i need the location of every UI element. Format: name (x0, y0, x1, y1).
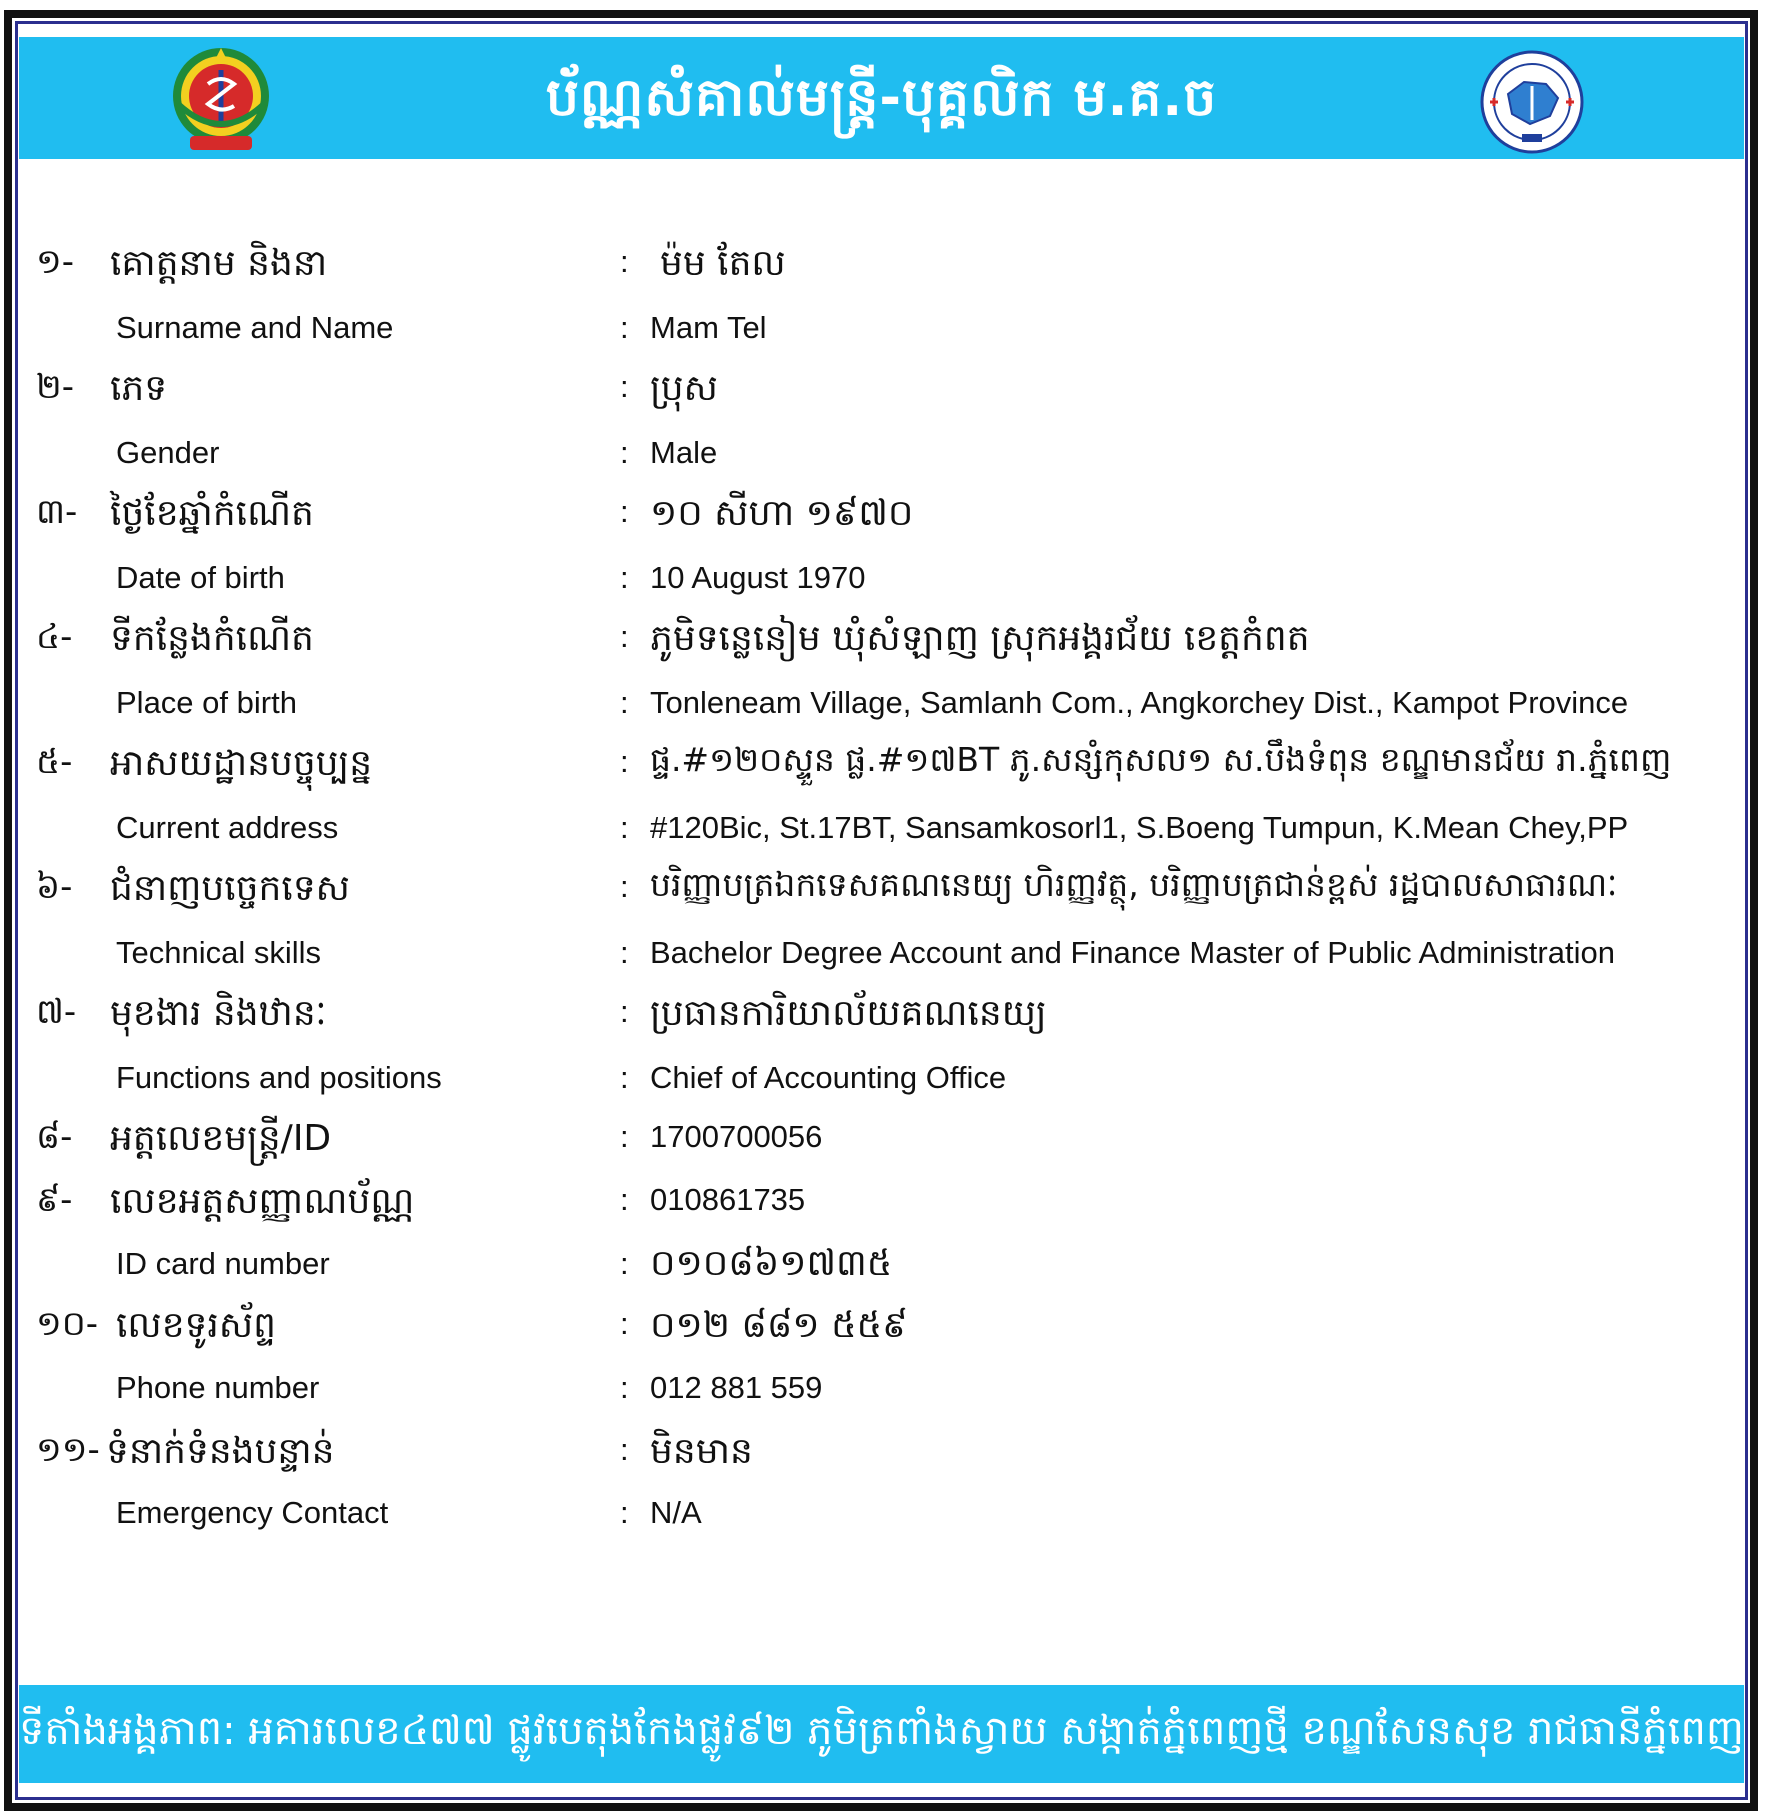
value-en: N/A (650, 1495, 702, 1530)
value-kh: ផ្ទ.#១២០ស្ទួន ផ្ល.#១៧BT ភូ.សន្សំកុសល១ ស.បឹងទំពុន ខណ្ឌមានជ័យ រា.ភ្នំពេញ (650, 740, 1672, 779)
row-number: ៥- (36, 742, 73, 782)
label-kh: លេខអត្តសញ្ញាណប័ណ្ណ (110, 1181, 415, 1222)
value-en: Tonleneam Village, Samlanh Com., Angkorchey Dist., Kampot Province (650, 685, 1629, 720)
colon: : (620, 685, 629, 720)
colon: : (620, 1246, 629, 1281)
colon: : (620, 1370, 629, 1405)
row-pob-en (0, 685, 1771, 747)
colon: : (620, 1182, 629, 1217)
label-kh: មុខងារ និងឋានៈ (110, 993, 327, 1034)
value-en: Male (650, 435, 718, 470)
organization-emblem-icon (1480, 50, 1584, 154)
row-address-kh (0, 740, 1771, 802)
row-officer-id (0, 1115, 1771, 1177)
label-kh: ជំនាញបច្ចេកទេស (110, 868, 350, 909)
row-number: ៧- (36, 992, 77, 1032)
value-en: Mam Tel (650, 310, 767, 345)
row-skills-en (0, 935, 1771, 997)
row-number: ៨- (36, 1117, 73, 1157)
label-kh: អាសយដ្ឋានបច្ចុប្បន្ន (110, 743, 373, 784)
row-gender-kh (0, 365, 1771, 427)
row-number: ៣- (36, 492, 78, 532)
colon: : (620, 310, 629, 345)
row-number: ១១- (36, 1430, 100, 1470)
ministry-emblem-icon (168, 44, 274, 156)
colon: : (620, 494, 629, 529)
value-en: Bachelor Degree Account and Finance Master of Public Administration (650, 935, 1615, 970)
row-name-en (0, 310, 1771, 372)
row-idcard-en (0, 1240, 1771, 1302)
value-en: 012 881 559 (650, 1370, 823, 1405)
row-position-en (0, 1060, 1771, 1122)
footer-address: ទីតាំងអង្គភាព: អគារលេខ៤៧៧ ផ្លូវបេតុងកែងផ្លូវ៩២ ភូមិត្រពាំងស្វាយ សង្កាត់ភ្នំពេញថ្មី ខណ្ឌសែនសុខ រាជធានីភ្នំពេញ (19, 1708, 1744, 1754)
colon: : (620, 935, 629, 970)
row-gender-en (0, 435, 1771, 497)
value-kh: ០១២ ៨៨១ ៥៥៩ (650, 1305, 908, 1346)
label-en: Surname and Name (116, 310, 394, 345)
row-dob-kh (0, 490, 1771, 552)
row-skills-kh (0, 865, 1771, 927)
value-en: 1700700056 (650, 1119, 823, 1154)
value-en: 010861735 (650, 1182, 806, 1217)
row-idcard-kh (0, 1178, 1771, 1240)
row-number: ៦- (36, 867, 73, 907)
colon: : (620, 994, 629, 1029)
value-kh: ០១០៨៦១៧៣៥ (650, 1243, 893, 1284)
value-kh: បរិញ្ញាបត្រឯកទេសគណនេយ្យ ហិរញ្ញវត្ថុ, បរិញ្ញាបត្រជាន់ខ្ពស់ រដ្ឋបាលសាធារណៈ (650, 865, 1618, 904)
row-phone-kh (0, 1302, 1771, 1364)
label-kh: គោត្តនាម និងនា (110, 243, 328, 284)
colon: : (620, 244, 629, 279)
row-number: ២- (36, 367, 75, 407)
colon: : (620, 1060, 629, 1095)
colon: : (620, 435, 629, 470)
value-kh: ប្រុស (650, 368, 718, 409)
value-kh: មិនមាន (650, 1431, 753, 1472)
card-title: ប័ណ្ណសំគាល់មន្ត្រី-បុគ្គលិក ម.គ.ច (545, 68, 1218, 128)
label-en: Date of birth (116, 560, 285, 595)
row-position-kh (0, 990, 1771, 1052)
colon: : (620, 369, 629, 404)
colon: : (620, 619, 629, 654)
colon: : (620, 1306, 629, 1341)
row-dob-en (0, 560, 1771, 622)
value-en: 10 August 1970 (650, 560, 866, 595)
label-en: Phone number (116, 1370, 320, 1405)
value-kh: ភូមិទន្លេនៀម ឃុំសំឡាញ ស្រុកអង្គរជ័យ ខេត្តកំពត (650, 618, 1310, 659)
value-kh: ម៉ម តែល (660, 243, 786, 284)
row-pob-kh (0, 615, 1771, 677)
value-en: Chief of Accounting Office (650, 1060, 1007, 1095)
value-kh: ប្រធានការិយាល័យគណនេយ្យ (650, 993, 1047, 1034)
label-en: Gender (116, 435, 220, 470)
label-en: ID card number (116, 1246, 330, 1281)
row-number: ១- (36, 242, 75, 282)
label-kh: អត្តលេខមន្ត្រី/ID (110, 1118, 332, 1159)
row-number: ១០- (36, 1304, 99, 1344)
label-kh: ទំនាក់ទំនងបន្ទាន់ (106, 1431, 335, 1472)
label-kh: ភេទ (110, 368, 168, 409)
label-kh: ទីកន្លែងកំណើត (110, 618, 314, 659)
label-en: Technical skills (116, 935, 322, 970)
colon: : (620, 744, 629, 779)
value-kh: ១០ សីហា ១៩៧០ (650, 493, 914, 534)
row-phone-en (0, 1370, 1771, 1432)
row-emergency-en (0, 1495, 1771, 1557)
label-en: Current address (116, 810, 339, 845)
colon: : (620, 810, 629, 845)
label-en: Emergency Contact (116, 1495, 389, 1530)
label-kh: លេខទូរស័ព្ទ (116, 1305, 276, 1346)
row-emergency-kh (0, 1428, 1771, 1490)
label-kh: ថ្ងៃខែឆ្នាំកំណើត (110, 493, 314, 534)
row-number: ៩- (36, 1180, 73, 1220)
row-number: ៤- (36, 617, 73, 657)
value-en: #120Bic, St.17BT, Sansamkosorl1, S.Boeng Tumpun, K.Mean Chey,PP (650, 810, 1629, 845)
row-address-en (0, 810, 1771, 872)
colon: : (620, 1495, 629, 1530)
row-name-kh (0, 240, 1771, 302)
label-en: Place of birth (116, 685, 297, 720)
colon: : (620, 869, 629, 904)
colon: : (620, 1432, 629, 1467)
label-en: Functions and positions (116, 1060, 442, 1095)
colon: : (620, 560, 629, 595)
colon: : (620, 1119, 629, 1154)
footer-banner (19, 1685, 1744, 1783)
